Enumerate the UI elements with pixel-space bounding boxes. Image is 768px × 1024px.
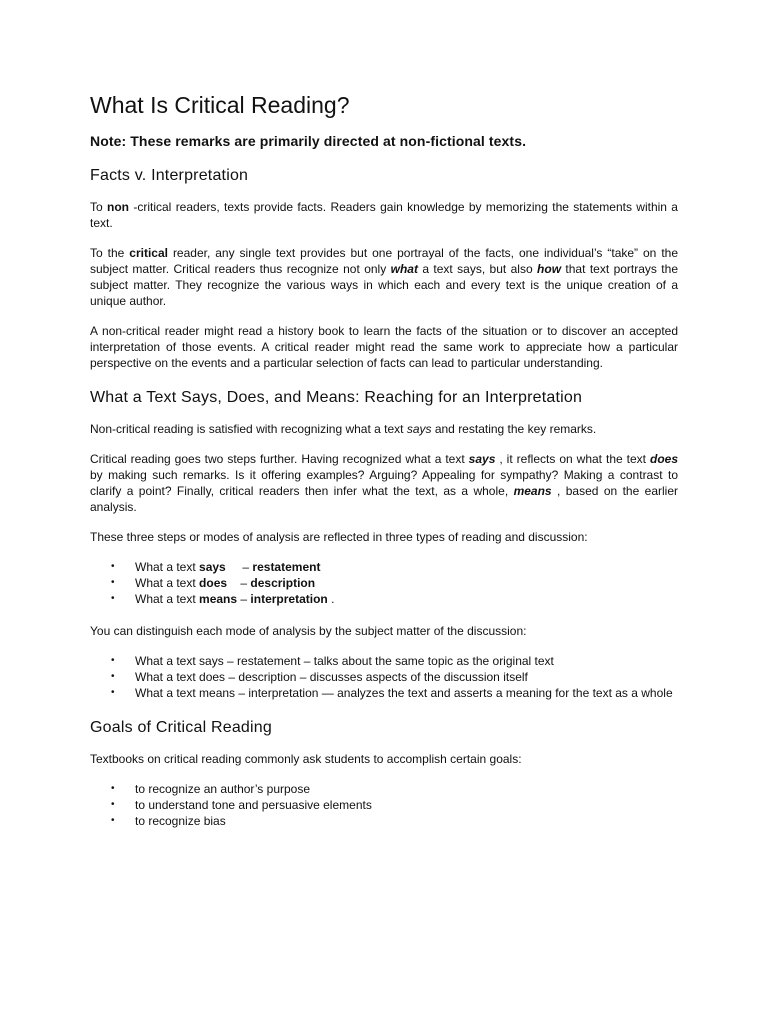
list-item: • What a text does – description – discusses aspects of the discussion itself [111,670,528,684]
list-item: • to understand tone and persuasive elements [111,798,372,812]
paragraph-critical: To the critical reader, any single text provides but one portrayal of the facts, one individual’s “take” on the subject matter. Critical readers thus recognize not only what a text says, but also how that text portrays the subject matter. They recognize the various ways in which each and every text is the unique creation of a unique author. [90,246,678,308]
paragraph-textbooks: Textbooks on critical reading commonly ask students to accomplish certain goals: [90,752,522,766]
bullet-icon: • [111,655,115,666]
paragraph-noncritical: To non -critical readers, texts provide facts. Readers gain knowledge by memorizing the statements within a text. [90,200,678,230]
paragraph-two-steps: Critical reading goes two steps further. Having recognized what a text says , it reflects on what the text does by making such remarks. Is it offering examples? Arguing? Appealing for sympathy? Making a contrast to clarify a point? Finally, critical readers then infer what the text, as a whole, means , based on the earlier analysis. [90,452,678,514]
bullet-icon: • [111,671,115,682]
note-line: Note: These remarks are primarily directed at non-fictional texts. [90,133,527,149]
bullet-icon: • [111,577,115,588]
bullet-icon: • [111,815,115,826]
section-heading-says-does-means: What a Text Says, Does, and Means: Reaching for an Interpretation [90,389,583,406]
bullet-icon: • [111,561,115,572]
list-goals [90,781,678,829]
paragraph-noncritical-satisfied: Non-critical reading is satisfied with recognizing what a text says and restating the key remarks. [90,422,597,436]
list-item: • What a text means – interpretation . [111,592,335,606]
paragraph-three-steps: These three steps or modes of analysis are reflected in three types of reading and discussion: [90,530,588,544]
paragraph-history-example: A non-critical reader might read a history book to learn the facts of the situation or to discover an accepted interpretation of those events. A critical reader might read the same work to appreciate how a particular perspective on the events and a particular selection of facts can lead to particular understanding. [90,324,678,370]
bullet-icon: • [111,783,115,794]
list-item: • to recognize an author’s purpose [111,782,311,796]
list-item: • What a text says – restatement – talks about the same topic as the original text [111,654,554,668]
list-item: • What a text means – interpretation — analyzes the text and asserts a meaning for the text as a whole [111,686,673,700]
document-body [90,92,678,845]
bullet-icon: • [111,593,115,604]
bullet-icon: • [111,799,115,810]
list-item: • to recognize bias [111,814,226,828]
list-item: • What a text says – restatement [111,560,321,574]
section-heading-goals: Goals of Critical Reading [90,719,272,736]
page-title: What Is Critical Reading? [90,92,350,118]
list-item: • What a text does – description [111,576,316,590]
bullet-icon: • [111,687,115,698]
list-modes [90,559,678,607]
list-subject-matter [90,653,678,701]
paragraph-distinguish: You can distinguish each mode of analysis by the subject matter of the discussion: [90,624,527,638]
section-heading-facts: Facts v. Interpretation [90,167,249,184]
